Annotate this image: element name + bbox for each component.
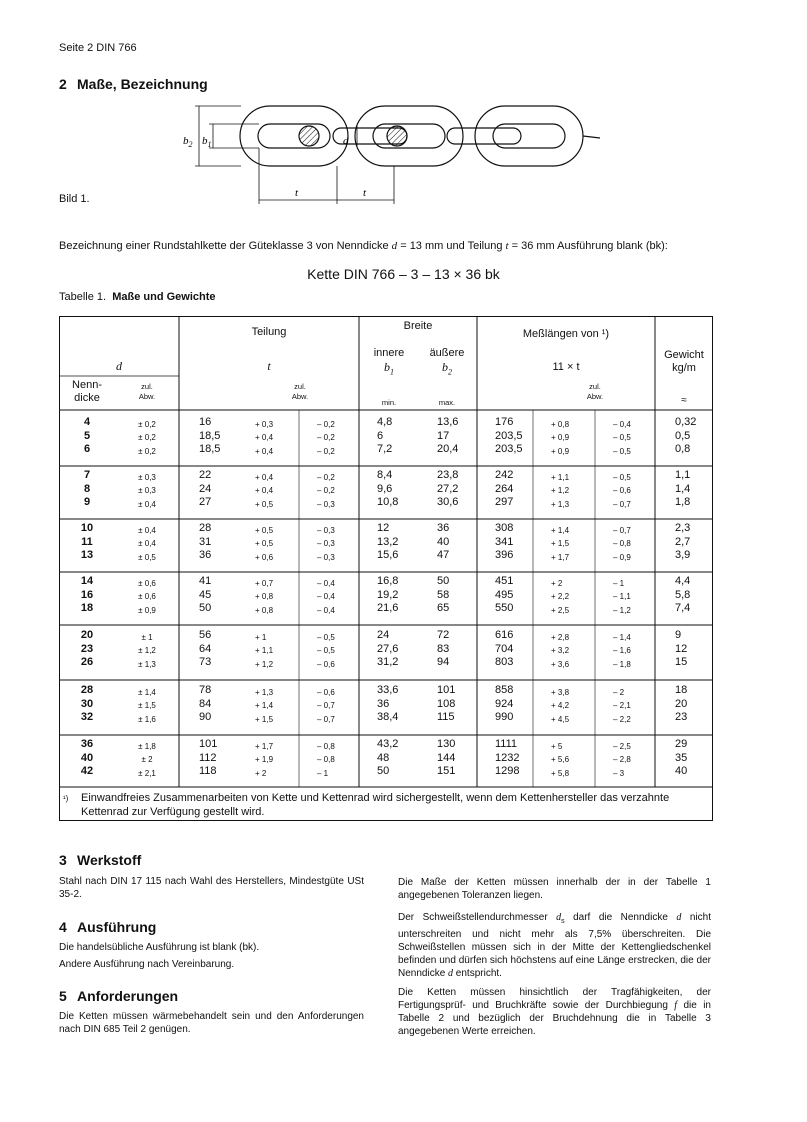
cell-teilung: 101 [199, 738, 218, 750]
designation-example: Kette DIN 766 – 3 – 13 × 36 bk [307, 266, 500, 282]
cell-t-plus: + 0,7 [255, 578, 274, 588]
cell-t-plus: + 0,3 [255, 419, 274, 429]
cell-l-minus: – 0,9 [613, 552, 631, 562]
section-5-heading: 5 Anforderungen [59, 988, 179, 1004]
chain-figure [175, 100, 605, 210]
cell-t-plus: + 1,5 [255, 714, 274, 724]
cell-b1: 8,4 [377, 469, 393, 481]
header-min: min. [381, 398, 397, 407]
cell-b1: 7,2 [377, 443, 393, 455]
cell-l-minus: – 0,5 [613, 433, 631, 442]
right-paragraph-1: Die Maße der Ketten müssen innerhalb der in der Tabelle 1 angegebenen Toleranzen liegen. [398, 877, 711, 901]
cell-b2: 27,2 [437, 482, 459, 495]
cell-b2: 108 [437, 697, 456, 710]
cell-gewicht: 5,8 [675, 588, 691, 601]
cell-teilung: 56 [199, 629, 212, 641]
cell-t-minus: – 0,5 [317, 632, 335, 642]
cell-nenndicke: 26 [80, 656, 94, 668]
cell-teilung: 24 [199, 482, 212, 495]
cell-t-minus: – 1 [317, 768, 329, 778]
header-11t: 11 × t [552, 361, 580, 373]
cell-b1: 4,8 [377, 416, 393, 428]
cell-b2: 30,6 [437, 496, 459, 508]
b1-label: $b_1$ [202, 135, 212, 149]
cell-l-plus: + 4,5 [551, 714, 570, 724]
cell-nenndicke: 14 [80, 575, 94, 587]
cell-b1: 10,8 [377, 496, 399, 508]
cell-t-plus: + 0,8 [255, 605, 274, 615]
cell-messlaenge: 341 [495, 535, 514, 548]
cell-b1: 6 [377, 429, 384, 442]
cell-b2: 144 [437, 751, 456, 764]
cell-d-tol: ± 1,4 [138, 687, 156, 697]
cell-d-tol: ± 0,6 [138, 592, 156, 601]
cell-t-plus: + 2 [255, 768, 267, 778]
cell-b1: 43,2 [377, 738, 399, 750]
cell-l-minus: – 1,4 [613, 632, 631, 642]
cell-gewicht: 9 [675, 629, 682, 641]
cell-teilung: 41 [199, 575, 212, 587]
cell-gewicht: 2,7 [675, 535, 691, 548]
cell-messlaenge: 495 [495, 588, 514, 601]
cell-messlaenge: 858 [495, 684, 514, 696]
cell-t-minus: – 0,4 [317, 578, 335, 588]
cell-nenndicke: 8 [83, 482, 91, 495]
cell-teilung: 36 [199, 549, 212, 561]
cell-d-tol: ± 0,2 [138, 433, 156, 442]
cell-b2: 94 [437, 656, 450, 668]
cell-gewicht: 0,32 [675, 416, 697, 428]
cell-l-minus: – 0,5 [613, 472, 631, 482]
cell-d-tol: ± 0,4 [138, 539, 156, 548]
cell-nenndicke: 11 [81, 535, 93, 548]
cell-gewicht: 15 [675, 656, 688, 668]
cell-b2: 83 [437, 642, 450, 655]
section-4-line-1: Die handelsübliche Ausführung ist blank (bk). [59, 942, 260, 953]
cell-b1: 21,6 [377, 602, 399, 614]
cell-teilung: 90 [199, 711, 212, 723]
cell-l-plus: + 5,6 [551, 755, 570, 764]
cell-gewicht: 35 [675, 751, 688, 764]
cell-b2: 36 [437, 522, 450, 534]
cell-nenndicke: 23 [80, 642, 94, 655]
cell-l-plus: + 1,2 [551, 486, 570, 495]
header-gewicht-unit: kg/m [672, 362, 696, 374]
cell-d-tol: ± 0,3 [138, 472, 156, 482]
cell-b1: 13,2 [377, 535, 399, 548]
cell-b2: 47 [437, 549, 450, 561]
cell-l-minus: – 0,4 [613, 419, 631, 429]
cell-t-plus: + 0,5 [255, 525, 274, 535]
cell-l-minus: – 1 [613, 578, 625, 588]
cell-b2: 115 [437, 711, 455, 723]
header-d: d [116, 359, 122, 373]
cell-b2: 40 [437, 535, 450, 548]
cell-gewicht: 23 [675, 711, 688, 723]
cell-messlaenge: 1232 [495, 751, 520, 764]
cell-messlaenge: 203,5 [495, 443, 523, 455]
cell-messlaenge: 297 [495, 496, 514, 508]
cell-nenndicke: 30 [80, 697, 94, 710]
cell-nenndicke: 28 [80, 684, 94, 696]
header-t-zul-abw: zul. Abw. [291, 382, 309, 401]
cell-nenndicke: 42 [80, 765, 94, 777]
section-3-text: Stahl nach DIN 17 115 nach Wahl des Herstellers, Mindestgüte USt 35-2. [59, 876, 364, 900]
cell-t-plus: + 0,4 [255, 472, 274, 482]
cell-b1: 36 [377, 697, 390, 710]
cell-t-plus: + 1,3 [255, 687, 274, 697]
cell-gewicht: 1,1 [675, 469, 691, 481]
table-footnote: Einwandfreies Zusammenarbeiten von Kette und Kettenrad wird sichergestellt, wenn dem Kettenhersteller das verzahnte Kettenrad zur Verfügung gestellt wird. [81, 792, 670, 818]
cell-l-plus: + 1,3 [551, 499, 570, 509]
cell-b1: 12 [377, 522, 390, 534]
b2-label: $b_2$ [183, 135, 193, 149]
cell-messlaenge: 803 [495, 656, 514, 668]
cell-d-tol: ± 1,8 [138, 741, 156, 751]
cell-d-tol: ± 0,4 [138, 499, 156, 509]
header-messlaengen: Meßlängen von ¹) [522, 328, 610, 340]
cell-teilung: 16 [199, 416, 212, 428]
cell-d-tol: ± 0,4 [138, 525, 156, 535]
cell-l-minus: – 2,1 [613, 701, 631, 710]
cell-gewicht: 12 [675, 642, 688, 655]
cell-gewicht: 0,5 [675, 429, 691, 442]
wire-section-1 [299, 126, 319, 146]
cell-messlaenge: 308 [495, 522, 514, 534]
figure-caption: Bild 1. [59, 193, 90, 205]
cell-d-tol: ± 2,1 [138, 768, 156, 778]
cell-t-minus: – 0,2 [317, 433, 335, 442]
cell-teilung: 73 [199, 656, 212, 668]
cell-teilung: 18,5 [199, 443, 221, 455]
cell-nenndicke: 13 [80, 549, 94, 561]
cell-b2: 101 [437, 684, 456, 696]
cell-b1: 9,6 [377, 482, 393, 495]
cell-t-minus: – 0,3 [317, 525, 335, 535]
cell-messlaenge: 990 [495, 711, 514, 723]
cell-l-plus: + 5,8 [551, 768, 570, 778]
section-3-heading: 3 Werkstoff [59, 852, 142, 868]
cell-b2: 13,6 [437, 416, 459, 428]
cell-d-tol: ± 2 [141, 755, 153, 764]
chain-link-1 [240, 106, 348, 166]
cell-t-minus: – 0,2 [317, 419, 335, 429]
cell-l-plus: + 1,1 [551, 472, 570, 482]
cell-b1: 19,2 [377, 588, 399, 601]
cell-gewicht: 40 [675, 765, 688, 777]
table-caption: Tabelle 1. Maße und Gewichte [59, 291, 216, 303]
cell-d-tol: ± 1,5 [138, 701, 156, 710]
cell-l-minus: – 0,5 [613, 446, 631, 456]
cell-d-tol: ± 1,6 [138, 714, 156, 724]
cell-d-tol: ± 0,2 [138, 446, 156, 456]
cell-teilung: 31 [199, 535, 212, 548]
cell-messlaenge: 264 [495, 482, 514, 495]
cell-t-plus: + 1,1 [255, 646, 274, 655]
cell-gewicht: 4,4 [675, 575, 691, 587]
cell-gewicht: 2,3 [675, 522, 691, 534]
cell-messlaenge: 203,5 [495, 429, 523, 442]
cell-messlaenge: 1298 [495, 765, 520, 777]
cell-b2: 130 [437, 738, 456, 750]
cell-b2: 58 [437, 588, 450, 601]
cell-t-plus: + 0,5 [255, 539, 274, 548]
cell-b1: 27,6 [377, 642, 399, 655]
cell-nenndicke: 10 [80, 522, 94, 534]
header-breite: Breite [403, 320, 433, 332]
cell-l-plus: + 3,2 [551, 646, 570, 655]
cell-d-tol: ± 0,3 [138, 486, 156, 495]
cell-t-minus: – 0,6 [317, 659, 335, 669]
cell-t-plus: + 1,2 [255, 659, 274, 669]
cell-teilung: 64 [199, 642, 212, 655]
header-max: max. [438, 398, 456, 407]
cell-l-plus: + 0,9 [551, 446, 570, 456]
cell-messlaenge: 924 [495, 697, 514, 710]
cell-l-plus: + 2,5 [551, 605, 570, 615]
cell-nenndicke: 20 [80, 629, 94, 641]
cell-l-minus: – 0,8 [613, 539, 631, 548]
chain-link-4 [447, 128, 521, 144]
d-label: d [343, 135, 349, 147]
chain-link-5 [475, 106, 583, 166]
cell-gewicht: 20 [675, 697, 688, 710]
cell-messlaenge: 451 [495, 575, 514, 587]
cell-d-tol: ± 0,2 [138, 419, 156, 429]
cell-teilung: 118 [199, 765, 217, 777]
cell-gewicht: 7,4 [675, 602, 691, 614]
cell-messlaenge: 242 [495, 469, 514, 481]
section-2-heading: 2 Maße, Bezeichnung [59, 76, 208, 92]
designation-sentence: Bezeichnung einer Rundstahlkette der Güteklasse 3 von Nenndicke d = 13 mm und Teilung t = 36 mm Ausführung blank (bk): [59, 240, 668, 252]
header-d-zul-abw: zul. Abw. [138, 382, 156, 401]
cell-b1: 50 [377, 765, 390, 777]
cell-t-minus: – 0,5 [317, 646, 335, 655]
cell-nenndicke: 40 [80, 751, 94, 764]
cell-teilung: 84 [199, 697, 212, 710]
cell-teilung: 45 [199, 588, 212, 601]
cell-teilung: 50 [199, 602, 212, 614]
cell-l-minus: – 1,2 [613, 605, 631, 615]
cell-d-tol: ± 0,6 [138, 578, 156, 588]
header-aeussere: äußere [429, 347, 465, 359]
cell-l-plus: + 2,8 [551, 632, 570, 642]
cell-t-plus: + 1,4 [255, 701, 274, 710]
cell-nenndicke: 16 [80, 588, 94, 601]
header-approx: ≈ [681, 395, 687, 406]
cell-t-minus: – 0,2 [317, 446, 335, 456]
cell-l-minus: – 3 [613, 768, 625, 778]
cell-l-plus: + 0,8 [551, 419, 570, 429]
cell-b2: 151 [437, 765, 456, 777]
cell-t-minus: – 0,7 [317, 714, 335, 724]
header-b2: $b_2$ [442, 360, 452, 377]
right-paragraph-2: Der Schweißstellendurchmesser $d_s$ darf die Nenndicke d nicht unterschreiten und nicht mehr als 7,5% überschreiten. Die Schweißstellen müssen sich in der Mitte der Kettengliedschenkel befinden und dürfen sich höchstens auf eine Länge erstrecken, die der Nenndicke d entspricht. [398, 912, 711, 979]
cell-teilung: 27 [199, 496, 212, 508]
header-l-zul-abw: zul. Abw. [586, 382, 604, 401]
cell-b2: 72 [437, 629, 450, 641]
header-gewicht: Gewicht [664, 349, 704, 361]
header-t: t [267, 359, 271, 373]
header-b1: $b_1$ [384, 360, 394, 377]
cell-b2: 50 [437, 575, 450, 587]
cell-t-plus: + 0,4 [255, 433, 274, 442]
cell-gewicht: 3,9 [675, 549, 691, 561]
cell-t-plus: + 0,6 [255, 552, 274, 562]
cell-gewicht: 1,4 [675, 482, 691, 495]
wire-section-2 [387, 126, 407, 146]
header-nenndicke: Nenn- dicke [72, 379, 102, 404]
header-teilung: Teilung [251, 326, 287, 338]
cell-l-plus: + 3,6 [551, 659, 570, 669]
cell-t-minus: – 0,7 [317, 701, 335, 710]
cell-nenndicke: 36 [80, 738, 94, 750]
cell-l-plus: + 1,4 [551, 525, 570, 535]
cell-messlaenge: 550 [495, 602, 514, 614]
cell-b2: 17 [437, 429, 450, 442]
cell-messlaenge: 176 [495, 416, 514, 428]
cell-d-tol: ± 0,5 [138, 552, 156, 562]
cell-l-minus: – 1,8 [613, 659, 631, 669]
cell-l-minus: – 2,5 [613, 741, 631, 751]
cell-t-plus: + 0,4 [255, 446, 274, 456]
cell-messlaenge: 396 [495, 549, 514, 561]
cell-t-minus: – 0,2 [317, 486, 335, 495]
cell-b1: 15,6 [377, 549, 399, 561]
cell-t-minus: – 0,3 [317, 539, 335, 548]
cell-t-minus: – 0,4 [317, 592, 335, 601]
header-innere: innere [373, 347, 405, 359]
cell-l-minus: – 2,2 [613, 714, 631, 724]
cell-teilung: 22 [199, 469, 212, 481]
cell-t-plus: + 1,9 [255, 755, 274, 764]
cell-gewicht: 18 [675, 684, 688, 696]
cell-d-tol: ± 0,9 [138, 605, 156, 615]
cell-l-plus: + 2 [551, 578, 563, 588]
cell-l-minus: – 2,8 [613, 755, 631, 764]
cell-t-plus: + 1 [255, 632, 267, 642]
cell-t-minus: – 0,8 [317, 755, 335, 764]
t-label-1: t [295, 187, 299, 199]
cell-b2: 20,4 [437, 443, 459, 455]
cell-nenndicke: 6 [83, 443, 91, 455]
cell-teilung: 78 [199, 684, 212, 696]
cell-t-minus: – 0,6 [317, 687, 335, 697]
cell-messlaenge: 704 [495, 642, 514, 655]
cell-nenndicke: 9 [83, 496, 91, 508]
cell-b2: 23,8 [437, 469, 459, 481]
cell-t-minus: – 0,3 [317, 499, 335, 509]
cell-l-minus: – 0,7 [613, 525, 631, 535]
cell-b1: 38,4 [377, 711, 399, 723]
cell-teilung: 112 [199, 751, 217, 764]
t-label-2: t [363, 187, 367, 199]
footnote-mark: ¹) [63, 794, 69, 803]
cell-t-plus: + 0,4 [255, 486, 274, 495]
cell-l-minus: – 1,1 [613, 592, 631, 601]
cell-b1: 48 [377, 751, 390, 764]
cell-t-minus: – 0,3 [317, 552, 335, 562]
cell-gewicht: 1,8 [675, 496, 691, 508]
cell-gewicht: 29 [675, 738, 688, 750]
cell-l-minus: – 0,6 [613, 486, 631, 495]
cell-t-minus: – 0,4 [317, 605, 335, 615]
cell-nenndicke: 18 [80, 602, 94, 614]
cell-l-plus: + 3,8 [551, 687, 570, 697]
cell-b1: 24 [377, 629, 390, 641]
section-4-heading: 4 Ausführung [59, 919, 157, 935]
cell-l-plus: + 0,9 [551, 433, 570, 442]
cell-d-tol: ± 1,2 [138, 646, 156, 655]
section-4-line-2: Andere Ausführung nach Vereinbarung. [59, 959, 235, 970]
section-5-text: Die Ketten müssen wärmebehandelt sein und den Anforderungen nach DIN 685 Teil 2 genügen. [59, 1011, 364, 1035]
cell-l-plus: + 1,5 [551, 539, 570, 548]
cell-b1: 33,6 [377, 684, 399, 696]
page-header: Seite 2 DIN 766 [59, 42, 137, 54]
cell-l-minus: – 2 [613, 687, 625, 697]
cell-l-plus: + 4,2 [551, 701, 570, 710]
cell-teilung: 28 [199, 522, 212, 534]
cell-nenndicke: 4 [83, 416, 91, 428]
cell-l-plus: + 2,2 [551, 592, 570, 601]
cell-t-minus: – 0,8 [317, 741, 335, 751]
cell-t-plus: + 0,8 [255, 592, 274, 601]
dimensions-table [59, 316, 713, 821]
cell-l-minus: – 0,7 [613, 499, 631, 509]
cell-messlaenge: 616 [495, 629, 514, 641]
cell-t-minus: – 0,2 [317, 472, 335, 482]
cell-nenndicke: 32 [80, 711, 94, 723]
cell-l-plus: + 1,7 [551, 552, 570, 562]
cell-nenndicke: 7 [83, 469, 91, 481]
cell-l-plus: + 5 [551, 741, 563, 751]
cell-t-plus: + 1,7 [255, 741, 274, 751]
right-paragraph-3: Die Ketten müssen hinsichtlich der Tragfähigkeiten, der Fertigungsprüf- und Bruchkräfte sowie der Durchbiegung f die in Tabelle 2 und bezüglich der Bruchdehnung die in Tabelle 3 angegebenen Werte erreichen. [398, 987, 711, 1037]
cell-b1: 16,8 [377, 575, 399, 587]
cell-teilung: 18,5 [199, 429, 221, 442]
cell-l-minus: – 1,6 [613, 646, 631, 655]
cell-gewicht: 0,8 [675, 443, 691, 455]
cell-t-plus: + 0,5 [255, 499, 274, 509]
cell-d-tol: ± 1,3 [138, 659, 156, 669]
cell-messlaenge: 1111 [495, 738, 518, 750]
cell-b1: 31,2 [377, 656, 399, 668]
cell-b2: 65 [437, 602, 450, 614]
cell-nenndicke: 5 [83, 429, 91, 442]
cell-d-tol: ± 1 [141, 632, 153, 642]
